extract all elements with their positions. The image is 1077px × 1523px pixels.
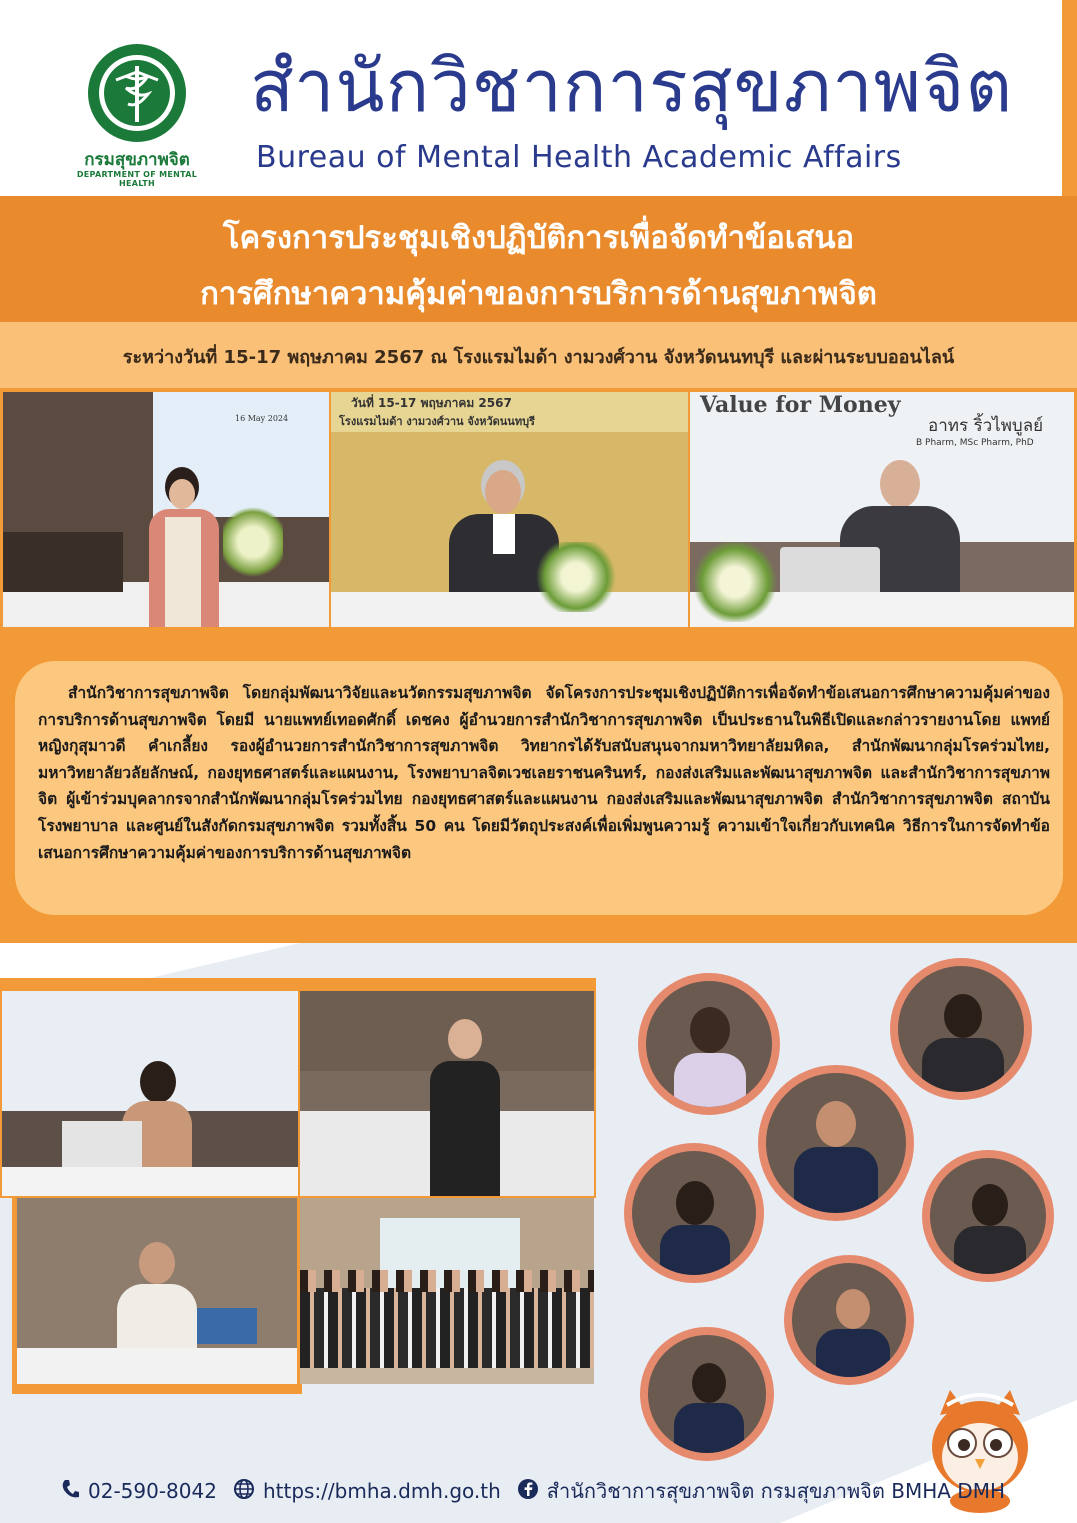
org-name-th: สำนักวิชาการสุขภาพจิต xyxy=(250,44,1014,128)
footer-contact xyxy=(60,1476,1005,1506)
slide-lecturer-degree: B Pharm, MSc Pharm, PhD xyxy=(916,438,1034,448)
collage-photo-group xyxy=(300,1198,594,1384)
org-name-en: Bureau of Mental Health Academic Affairs xyxy=(256,140,902,175)
circle-photo-3 xyxy=(758,1065,914,1221)
collage-photo-presenter xyxy=(2,991,298,1196)
department-logo xyxy=(62,42,212,188)
collage-photo-standing-speaker xyxy=(300,991,594,1196)
facebook-page[interactable]: สำนักวิชาการสุขภาพจิต กรมสุขภาพจิต BMHA DMH xyxy=(546,1479,1005,1503)
photo-speaker-woman xyxy=(3,392,329,627)
circle-photo-1 xyxy=(638,973,780,1115)
slide-date: 16 May 2024 xyxy=(235,414,289,423)
facebook-icon xyxy=(517,1478,539,1505)
slide-title: Value for Money xyxy=(700,392,901,418)
title-line-1: โครงการประชุมเชิงปฏิบัติการเพื่อจัดทำข้อเสนอ xyxy=(222,220,855,256)
summary-text: สำนักวิชาการสุขภาพจิต โดยกลุ่มพัฒนาวิจัยและนวัตกรรมสุขภาพจิต จัดโครงการประชุมเชิงปฏิบัติการเพื่อจัดทำข้อเสนอการศึกษาความคุ้มค่าของการบริการด้านสุขภาพจิต โดยมี นายแพทย์เทอดศักดิ์ เดชคง ผู้อำนวยการสำนักวิชาการสุขภาพจิต เป็นประธานในพิธีเปิดและกล่าวรายงานโดย แพทย์หญิงกุสุมาวดี คำเกลี้ยง รองผู้อำนวยการสำนักวิชาการสุขภาพจิต วิทยากรได้รับสนับสนุนจากมหาวิทยาลัยมหิดล, สำนักพัฒนากลุ่มโรคร่วมไทย, มหาวิทยาลัยวลัยลักษณ์, กองยุทธศาสตร์และแผนงาน, โรงพยาบาลจิตเวชเลยราชนครินทร์, กองส่งเสริมและพัฒนาสุขภาพจิต และสำนักวิชาการสุขภาพจิต ผู้เข้าร่วมบุคลากรจากสำนักพัฒนากลุ่มโรคร่วมไทย กองยุทธศาสตร์และแผนงาน กองส่งเสริมและพัฒนาสุขภาพจิต สำนักวิชาการสุขภาพจิต สถาบันโรงพยาบาล และศูนย์ในสังกัดกรมสุขภาพจิต รวมทั้งสิ้น 50 คน โดยมีวัตถุประสงค์เพื่อเพิ่มพูนความรู้ ความเข้าใจเกี่ยวกับเทคนิค วิธีการในการจัดทำข้อเสนอการศึกษาความคุ้มค่าของการบริการด้านสุขภาพจิต xyxy=(38,684,1050,862)
date-line: ระหว่างวันที่ 15-17 พฤษภาคม 2567 ณ โรงแรมไมด้า งามวงศ์วาน จังหวัดนนทบุรี และผ่านระบบออนไลน์ xyxy=(122,347,955,368)
circle-photo-6 xyxy=(784,1255,914,1385)
circle-photo-4 xyxy=(624,1143,764,1283)
collage-photo-participant xyxy=(17,1198,297,1384)
website-link[interactable]: https://bmha.dmh.go.th xyxy=(262,1479,501,1503)
side-stripe xyxy=(1062,0,1077,200)
slide-lecturer-name: อาทร ริ้วไพบูลย์ xyxy=(928,416,1044,436)
photo-lecturer xyxy=(690,392,1074,627)
circle-photo-2 xyxy=(890,958,1032,1100)
circle-photo-7 xyxy=(640,1327,774,1461)
banner-line-1: วันที่ 15-17 พฤษภาคม 2567 xyxy=(351,396,512,410)
title-line-2: การศึกษาความคุ้มค่าของการบริการด้านสุขภาพจิต xyxy=(200,276,877,312)
logo-text-en: DEPARTMENT OF MENTAL HEALTH xyxy=(76,170,198,188)
circle-photo-5 xyxy=(922,1150,1054,1282)
banner-line-2: โรงแรมไมด้า งามวงศ์วาน จังหวัดนนทบุรี xyxy=(339,415,535,428)
summary-paragraph xyxy=(38,680,1050,866)
globe-icon xyxy=(233,1478,255,1505)
phone-number: 02-590-8042 xyxy=(88,1479,217,1503)
logo-text-th: กรมสุขภาพจิต xyxy=(84,150,190,170)
photo-opening-chairman xyxy=(331,392,688,627)
phone-icon xyxy=(60,1478,80,1505)
emblem-icon xyxy=(86,42,188,144)
